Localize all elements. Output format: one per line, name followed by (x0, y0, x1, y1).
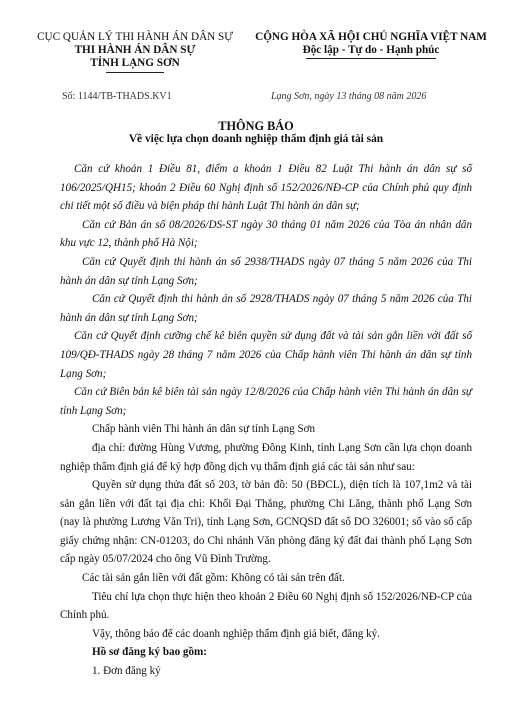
national-motto: Độc lập - Tự do - Hạnh phúc (302, 44, 440, 56)
notice-statement: Vậy, thông báo để các doanh nghiệp thẩm định giá biết, đăng ký. (92, 627, 380, 640)
document-number: Số: 1144/TB-THADS.KV1 (62, 91, 172, 102)
motto-underline (306, 58, 436, 59)
agency-line-1: CỤC QUẢN LÝ THI HÀNH ÁN DÂN SỰ (37, 31, 233, 43)
place-and-date: Lạng Sơn, ngày 13 tháng 08 năm 2026 (271, 91, 427, 102)
registration-docs-heading: Hồ sơ đăng ký bao gồm: (92, 646, 207, 659)
executor-line: Chấp hành viên Thi hành án dân sự tỉnh Lạng Sơn (92, 423, 316, 436)
asset-description: Quyền sử dụng thửa đất số 203, tờ bản đồ: 50 (BĐCL), diện tích là 107,1m2 và tài sản gắn liền với đất tại địa chỉ: Khối Đại Thắng, phường Chi Lăng, thành phố Lạng Sơn (nay là phường Lương Văn Tri), tỉnh Lạng Sơn, GCNQSD đất số DO 326001; số vào sổ cấp giấy chứng nhận: CN-01203, do Chi nhánh Văn phòng đăng ký đất đai thành phố Lạng Sơn cấp ngày 05/07/2024 cho ông Vũ Đình Trường. (60, 479, 472, 566)
address-paragraph: địa chỉ: đường Hùng Vương, phường Đông Kinh, tỉnh Lạng Sơn cần lựa chọn doanh nghiệp thẩm định giá để ký hợp đồng dịch vụ thẩm định giá các tài sản như sau: (60, 441, 472, 473)
registration-item-1: 1. Đơn đăng ký (92, 665, 161, 678)
legal-basis-2: Căn cứ Bản án số 08/2026/DS-ST ngày 30 tháng 01 năm 2026 của Tòa án nhân dân khu vực 12, thành phố Hà Nội; (60, 218, 472, 250)
selection-criteria: Tiêu chí lựa chọn thực hiện theo khoản 2 Điều 60 Nghị định số 152/2026/NĐ-CP của Chính phủ. (60, 590, 472, 622)
legal-basis-3: Căn cứ Quyết định thi hành án số 2938/THADS ngày 07 tháng 5 năm 2026 của Thi hành án dân sự tỉnh Lạng Sơn; (60, 255, 472, 287)
legal-basis-6: Căn cứ Biên bản kê biên tài sản ngày 12/8/2026 của Chấp hành viên Thi hành án dân sự tỉnh Lạng Sơn; (60, 386, 472, 417)
agency-line-2: THI HÀNH ÁN DÂN SỰ (74, 44, 196, 56)
document-body (60, 160, 472, 681)
document-subtitle: Về việc lựa chọn doanh nghiệp thẩm định giá tài sản (128, 133, 384, 145)
legal-basis-1: Căn cứ khoản 1 Điều 81, điểm a khoản 1 Điều 82 Luật Thi hành án dân sự số 106/2025/QH15; khoản 2 Điều 60 Nghị định số 152/2026/NĐ-CP của Chính phủ quy định chi tiết một số điều và biện pháp thi hành Luật Thi hành án dân sự; (60, 163, 472, 213)
issuing-agency-block (30, 31, 240, 70)
attached-assets: Các tài sản gắn liền với đất gồm: Không có tài sản trên đất. (82, 572, 345, 585)
country-name: CỘNG HÒA XÃ HỘI CHỦ NGHĨA VIỆT NAM (255, 31, 487, 43)
agency-line-3: TỈNH LẠNG SƠN (90, 57, 180, 69)
document-title: THÔNG BÁO (218, 119, 294, 133)
national-header-block (240, 31, 502, 57)
legal-basis-4: Căn cứ Quyết định thi hành án số 2928/THADS ngày 07 tháng 5 năm 2026 của Thi hành án dân sự tỉnh Lạng Sơn; (60, 293, 472, 324)
legal-basis-5: Căn cứ Quyết định cưỡng chế kê biên quyền sử dụng đất và tài sản gắn liền với đất số 109/QĐ-THADS ngày 28 tháng 7 năm 2026 của Chấp hành viên Thi hành án dân sự tỉnh Lạng Sơn; (60, 330, 472, 380)
agency-underline (106, 72, 164, 73)
